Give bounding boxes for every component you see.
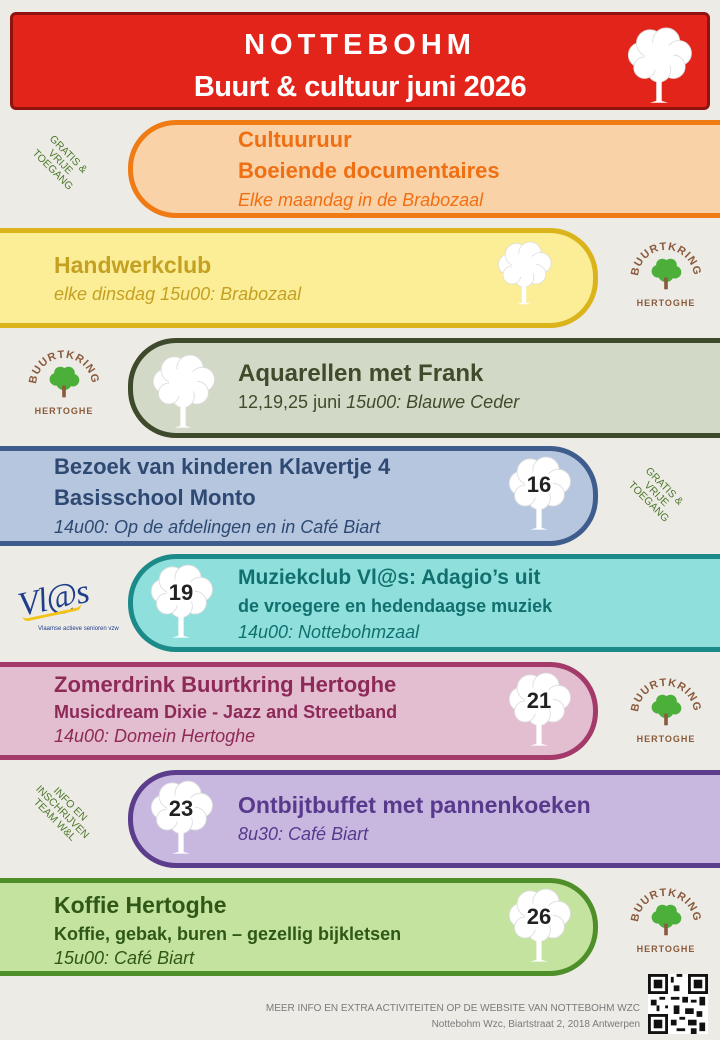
qr-code-icon[interactable] [648, 974, 708, 1034]
date-tree [504, 452, 574, 532]
event-time-place: 15u00: Blauwe Ceder [346, 392, 520, 412]
page-title: Buurt & cultuur juni 2026 [193, 71, 527, 103]
event-date: 23 [168, 796, 194, 821]
svg-text:BUURTKRING: BUURTKRING [628, 676, 704, 713]
registration-note: INFO EN INSCHRIJVEN TEAM W&L [30, 783, 92, 844]
event-title: Handwerkclub [54, 252, 212, 278]
svg-text:HERTOGHE: HERTOGHE [34, 406, 94, 416]
footer-website-note: MEER INFO EN EXTRA ACTIVITEITEN OP DE WEBSITE VAN NOTTEBOHM WZC [265, 1003, 640, 1014]
event-ontbijtbuffet [128, 770, 720, 868]
event-date: 26 [526, 904, 552, 929]
tree-icon [148, 350, 218, 430]
event-title: de vroegere en hedendaagse muziek [238, 596, 553, 616]
event-title: Boeiende documentaires [238, 158, 500, 183]
vlas-logo-text: Vl@s [14, 573, 92, 624]
brand-name: NOTTEBOHM [244, 29, 476, 61]
event-detail [238, 392, 519, 413]
vlas-logo-sub: Vlaamse actieve senioren vzw [38, 626, 119, 632]
buurtkring-hertoghe-logo [626, 672, 706, 752]
event-title: Zomerdrink Buurtkring Hertoghe [54, 672, 397, 697]
svg-text:BUURTKRING: BUURTKRING [26, 348, 102, 385]
event-detail: 14u00: Domein Hertoghe [54, 726, 256, 746]
event-date: 21 [526, 688, 552, 713]
event-title: Ontbijtbuffet met pannenkoeken [238, 792, 591, 818]
event-detail: 8u30: Café Biart [238, 824, 369, 844]
header-banner [10, 12, 710, 110]
vlas-logo [14, 572, 124, 642]
event-title: Bezoek van kinderen Klavertje 4 [54, 454, 391, 479]
event-title: Koffie Hertoghe [54, 892, 227, 918]
event-detail: 14u00: Op de afdelingen en in Café Biart [54, 517, 381, 537]
event-date: 19 [168, 580, 194, 605]
free-entry-note: GRATIS & VRIJE TOEGANG [29, 133, 90, 193]
free-entry-note: GRATIS & VRIJE TOEGANG [625, 465, 686, 525]
svg-text:HERTOGHE: HERTOGHE [636, 944, 696, 954]
footer-address: Nottebohm Wzc, Biartstraat 2, 2018 Antwerpen [431, 1019, 640, 1030]
event-detail: elke dinsdag 15u00: Brabozaal [54, 284, 302, 304]
event-title: Muziekclub Vl@s: Adagio’s uit [238, 566, 541, 589]
buurtkring-hertoghe-logo [24, 344, 104, 424]
event-title: Aquarellen met Frank [238, 360, 484, 387]
event-detail: 15u00: Café Biart [54, 948, 195, 968]
event-subtitle: Koffie, gebak, buren – gezellig bijkletsen [54, 924, 402, 944]
event-detail: 14u00: Nottebohmzaal [238, 622, 420, 642]
buurtkring-hertoghe-logo [626, 236, 706, 316]
svg-text:HERTOGHE: HERTOGHE [636, 734, 696, 744]
event-detail: Elke maandag in de Brabozaal [238, 190, 484, 210]
tree-icon [623, 21, 695, 107]
date-tree [504, 668, 574, 748]
event-title: Cultuuruur [238, 127, 352, 152]
svg-text:HERTOGHE: HERTOGHE [636, 298, 696, 308]
date-tree [146, 560, 216, 640]
tree-icon [494, 236, 554, 308]
svg-text:BUURTKRING: BUURTKRING [628, 886, 704, 923]
event-title: Basisschool Monto [54, 485, 256, 510]
date-tree [146, 776, 216, 856]
event-date: 16 [526, 472, 552, 497]
buurtkring-hertoghe-logo [626, 882, 706, 962]
event-dates: 12,19,25 juni [238, 392, 347, 412]
date-tree [504, 884, 574, 964]
svg-text:BUURTKRING: BUURTKRING [628, 240, 704, 277]
event-subtitle: Musicdream Dixie - Jazz and Streetband [54, 702, 398, 722]
